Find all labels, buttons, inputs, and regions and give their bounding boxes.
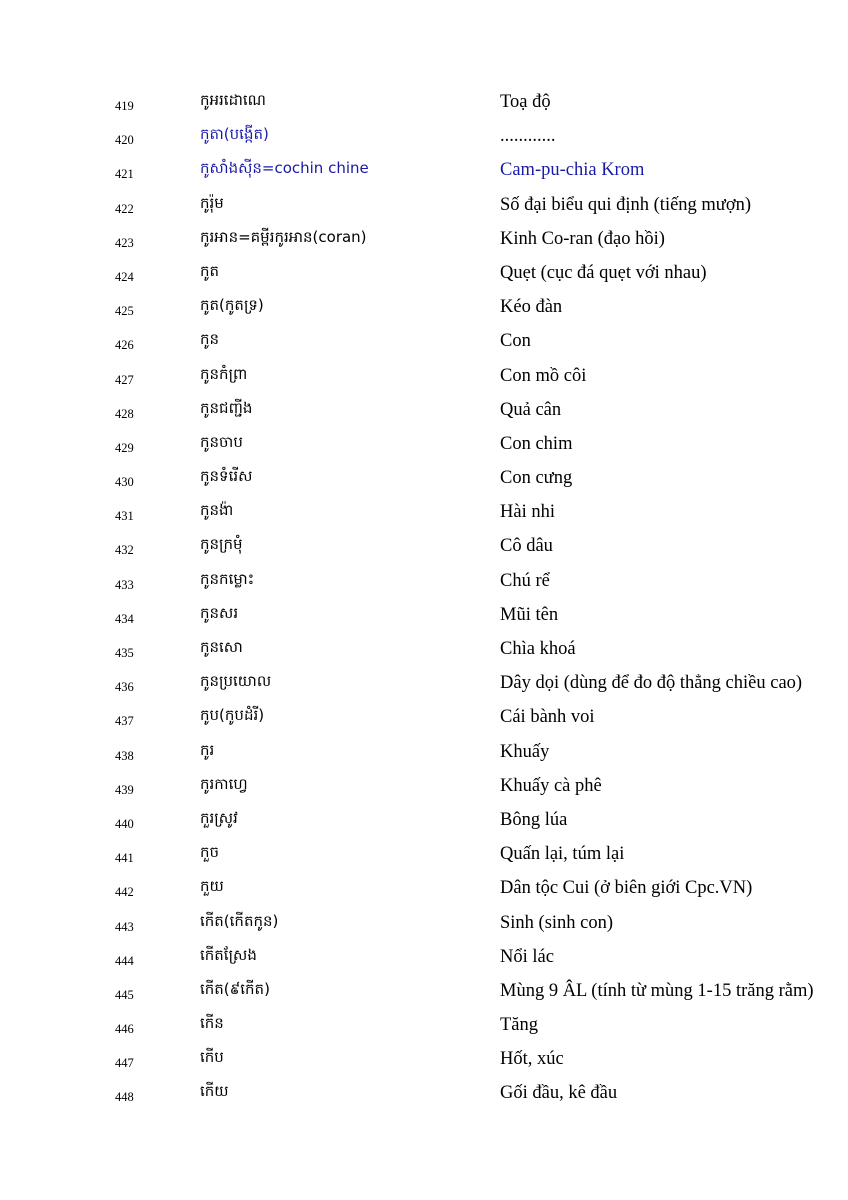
khmer-term: កូត: [200, 261, 220, 280]
entry-number: 423: [115, 235, 134, 250]
entry-row: [0, 667, 848, 701]
entry-number: 425: [115, 304, 134, 319]
vietnamese-meaning: Kéo đàn: [500, 297, 563, 318]
entry-row: [0, 633, 848, 667]
khmer-term: កូរ: [200, 740, 215, 759]
khmer-term: កូន: [200, 330, 220, 349]
vietnamese-meaning: Con: [500, 331, 531, 352]
vietnamese-meaning: Tăng: [500, 1015, 539, 1036]
entry-row: [0, 496, 848, 530]
vietnamese-meaning: Chú rể: [500, 570, 550, 591]
entry-number: 437: [115, 714, 134, 729]
vietnamese-meaning: Dân tộc Cui (ở biên giới Cpc.VN): [500, 878, 753, 899]
entry-row: [0, 530, 848, 564]
entry-number: 430: [115, 475, 134, 490]
vietnamese-meaning: Dây dọi (dùng để đo độ thẳng chiều cao): [500, 673, 803, 694]
entry-row: [0, 360, 848, 394]
khmer-term: កូប(កូបដំរី): [200, 706, 265, 725]
entry-row: [0, 599, 848, 633]
entry-row: [0, 701, 848, 735]
khmer-term: កើប: [200, 1048, 224, 1067]
khmer-term: កូនជញ្ជីង: [200, 398, 253, 417]
khmer-term: កូរកាហ្វេ: [200, 774, 248, 793]
khmer-term: កូនសរ: [200, 603, 239, 622]
entry-number: 421: [115, 167, 134, 182]
entry-number: 443: [115, 919, 134, 934]
khmer-term: កូនក្រមុំ: [200, 535, 243, 554]
entry-list: [0, 86, 848, 1112]
khmer-term: កួច: [200, 843, 220, 862]
entry-number: 420: [115, 133, 134, 148]
khmer-term: កូតា(បង្កើត): [200, 125, 269, 144]
vietnamese-meaning: Số đại biểu qui định (tiếng mượn): [500, 194, 752, 215]
entry-row: [0, 804, 848, 838]
entry-row: [0, 223, 848, 257]
entry-row: [0, 941, 848, 975]
entry-number: 429: [115, 440, 134, 455]
vietnamese-meaning: Con cưng: [500, 468, 573, 489]
vietnamese-meaning: Mũi tên: [500, 604, 559, 625]
entry-number: 446: [115, 1022, 134, 1037]
vietnamese-meaning: ............: [500, 126, 556, 147]
vietnamese-meaning: Chìa khoá: [500, 639, 576, 659]
entry-number: 431: [115, 509, 134, 524]
entry-row: [0, 257, 848, 291]
entry-number: 432: [115, 543, 134, 558]
entry-number: 433: [115, 577, 134, 592]
entry-number: 438: [115, 748, 134, 763]
entry-row: [0, 1043, 848, 1077]
vietnamese-meaning: Hốt, xúc: [500, 1049, 564, 1070]
entry-row: [0, 565, 848, 599]
vietnamese-meaning: Kinh Co-ran (đạo hồi): [500, 228, 665, 249]
khmer-term: កើយ: [200, 1082, 229, 1101]
entry-number: 424: [115, 269, 134, 284]
entry-row: [0, 394, 848, 428]
entry-number: 444: [115, 953, 134, 968]
entry-row: [0, 1009, 848, 1043]
entry-row: [0, 325, 848, 359]
khmer-term: កើត(៩កើត): [200, 979, 270, 998]
vietnamese-meaning: Cam-pu-chia Krom: [500, 160, 645, 181]
khmer-term: កូនប្រយោល: [200, 672, 272, 691]
vietnamese-meaning: Con chim: [500, 433, 573, 454]
entry-row: [0, 770, 848, 804]
entry-row: [0, 736, 848, 770]
khmer-term: កួយ: [200, 877, 224, 896]
khmer-term: កូសាំងស៊ីន=cochin chine: [200, 159, 369, 178]
entry-number: 435: [115, 646, 134, 660]
khmer-term: កើត(កើតកូន): [200, 911, 279, 930]
vietnamese-meaning: Nổi lác: [500, 946, 554, 967]
entry-number: 428: [115, 406, 134, 421]
entry-row: [0, 291, 848, 325]
entry-row: [0, 907, 848, 941]
khmer-term: កូនង៉ា: [200, 501, 234, 520]
vietnamese-meaning: Quẹt (cục đá quẹt với nhau): [500, 262, 707, 283]
vietnamese-meaning: Bông lúa: [500, 809, 568, 830]
entry-number: 422: [115, 201, 134, 216]
khmer-term: កូនទំរើស: [200, 467, 253, 486]
vietnamese-meaning: Quấn lại, túm lại: [500, 844, 625, 865]
entry-number: 447: [115, 1056, 134, 1071]
khmer-term: កូនកំព្រា: [200, 364, 248, 383]
khmer-term: កូត(កូតទ្រ): [200, 296, 264, 315]
vietnamese-meaning: Gối đầu, kê đầu: [500, 1083, 618, 1104]
khmer-term: កូនសោ: [200, 638, 243, 656]
vietnamese-meaning: Quả cân: [500, 399, 562, 420]
entry-row: [0, 975, 848, 1009]
entry-row: [0, 462, 848, 496]
khmer-term: កើន: [200, 1014, 224, 1033]
entry-row: [0, 154, 848, 188]
entry-number: 419: [115, 99, 134, 113]
entry-row: [0, 86, 848, 120]
khmer-term: កើតស្រែង: [200, 945, 257, 964]
entry-number: 439: [115, 782, 134, 797]
entry-row: [0, 120, 848, 154]
entry-number: 434: [115, 611, 134, 626]
khmer-term: កូនចាប: [200, 432, 243, 451]
vietnamese-meaning: Khuấy: [500, 741, 550, 762]
entry-row: [0, 189, 848, 223]
entry-row: [0, 1077, 848, 1111]
entry-number: 436: [115, 680, 134, 695]
vietnamese-meaning: Toạ độ: [500, 92, 551, 112]
vietnamese-meaning: Khuấy cà phê: [500, 775, 602, 796]
khmer-term: កូអរដោណេ: [200, 91, 266, 109]
vietnamese-meaning: Cái bành voi: [500, 707, 595, 728]
vietnamese-meaning: Sinh (sinh con): [500, 912, 614, 933]
entry-row: [0, 838, 848, 872]
khmer-term: កូរ៉ុម: [200, 193, 224, 212]
entry-row: [0, 872, 848, 906]
entry-number: 448: [115, 1090, 134, 1105]
khmer-term: កូនកម្លោះ: [200, 569, 255, 588]
khmer-term: កួរស្រូវ: [200, 808, 238, 827]
entry-number: 427: [115, 372, 134, 387]
khmer-term: កូរអាន=គម្ពីរកូរអាន(coran): [200, 227, 367, 246]
vietnamese-meaning: Mùng 9 ÂL (tính từ mùng 1-15 trăng rằm): [500, 980, 814, 1001]
entry-number: 445: [115, 987, 134, 1002]
vietnamese-meaning: Con mồ côi: [500, 365, 587, 386]
entry-number: 426: [115, 338, 134, 353]
entry-number: 442: [115, 885, 134, 900]
entry-number: 440: [115, 816, 134, 831]
entry-number: 441: [115, 851, 134, 866]
entry-row: [0, 428, 848, 462]
vietnamese-meaning: Cô dâu: [500, 536, 553, 557]
vietnamese-meaning: Hài nhi: [500, 502, 555, 523]
